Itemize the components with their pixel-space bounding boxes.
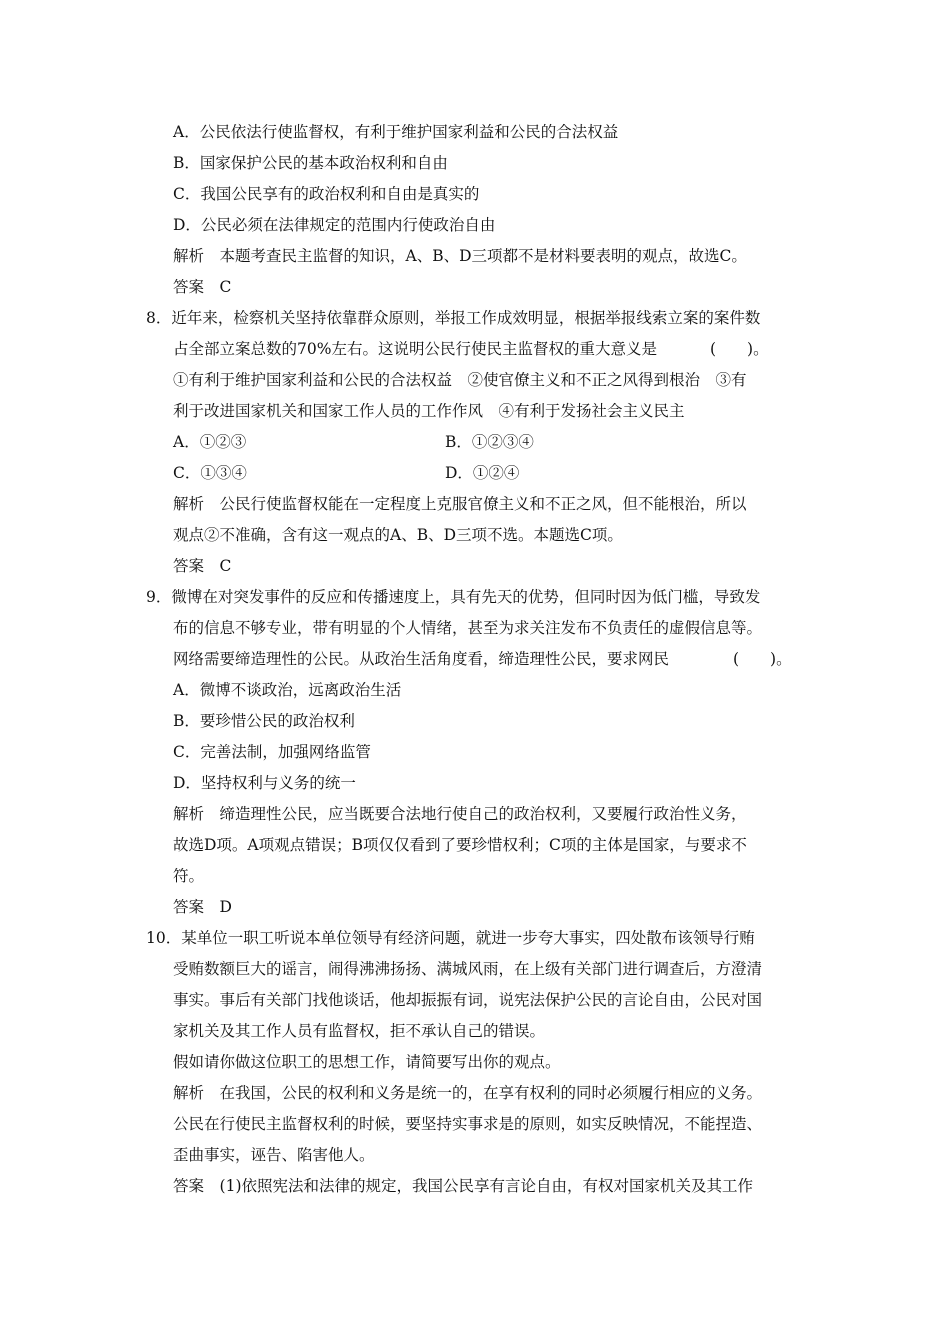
q9-stem-line-2: 布的信息不够专业，带有明显的个人情绪，甚至为求关注发布不负责任的虚假信息等。	[173, 619, 763, 637]
q9-answer-blank: ( )。	[733, 650, 792, 668]
q9-answer	[173, 897, 232, 917]
q10-stem-line-1: 10．某单位一职工听说本单位领导有经济问题，就进一步夸大事实，四处散布该领导行贿	[146, 929, 755, 947]
q9-option-a: A．微博不谈政治，远离政治生活	[173, 681, 402, 699]
q9-analysis	[173, 804, 747, 824]
q10-analysis-line-2: 公民在行使民主监督权利的时候，要坚持实事求是的原则，如实反映情况，不能捏造、	[173, 1115, 763, 1133]
q8-option-c: C．①③④	[173, 464, 247, 482]
answer-label: 答案	[173, 1177, 205, 1195]
q10-answer	[173, 1176, 753, 1196]
q9-option-d: D．坚持权利与义务的统一	[173, 774, 356, 792]
q8-stem-line-4: 利于改进国家机关和国家工作人员的工作作风 ④有利于发扬社会主义民主	[173, 402, 685, 420]
q8-stem-line-3: ①有利于维护国家利益和公民的合法权益 ②使官僚主义和不正之风得到根治 ③有	[173, 371, 747, 389]
q8-option-d: D．①②④	[445, 464, 520, 482]
answer-value: C	[219, 278, 232, 296]
q8-option-a: A．①②③	[173, 433, 247, 451]
q9-stem-line-1: 9．微博在对突发事件的反应和传播速度上，具有先天的优势，但同时因为低门槛，导致发	[146, 588, 761, 606]
q10-stem-line-3: 事实。事后有关部门找他谈话，他却振振有词，说宪法保护公民的言论自由，公民对国	[173, 991, 763, 1009]
q7-answer	[173, 277, 231, 297]
analysis-text: 本题考查民主监督的知识，A、B、D三项都不是材料要表明的观点，故选C。	[219, 247, 747, 265]
q8-option-b: B．①②③④	[445, 433, 534, 451]
answer-label: 答案	[173, 898, 205, 916]
analysis-label: 解析	[173, 247, 205, 265]
q10-stem-line-4: 家机关及其工作人员有监督权，拒不承认自己的错误。	[173, 1022, 546, 1040]
q7-option-a: A．公民依法行使监督权，有利于维护国家利益和公民的合法权益	[173, 123, 619, 141]
answer-text: (1)依照宪法和法律的规定，我国公民享有言论自由，有权对国家机关及其工作	[219, 1177, 753, 1195]
q9-analysis-line-2: 故选D项。A项观点错误；B项仅仅看到了要珍惜权利；C项的主体是国家，与要求不	[173, 836, 747, 854]
answer-value: C	[219, 557, 232, 575]
answer-label: 答案	[173, 278, 205, 296]
q10-analysis-line-3: 歪曲事实，诬告、陷害他人。	[173, 1146, 375, 1164]
analysis-text: 在我国，公民的权利和义务是统一的，在享有权利的同时必须履行相应的义务。	[219, 1084, 763, 1102]
q7-option-d: D．公民必须在法律规定的范围内行使政治自由	[173, 216, 496, 234]
analysis-label: 解析	[173, 1084, 205, 1102]
q10-stem-line-2: 受贿数额巨大的谣言，闹得沸沸扬扬、满城风雨，在上级有关部门进行调查后，方澄清	[173, 960, 763, 978]
q9-option-c: C．完善法制，加强网络监管	[173, 743, 371, 761]
q9-analysis-line-3: 符。	[173, 867, 205, 885]
analysis-label: 解析	[173, 805, 205, 823]
q8-answer	[173, 556, 231, 576]
q7-option-c: C．我国公民享有的政治权利和自由是真实的	[173, 185, 480, 203]
answer-label: 答案	[173, 557, 205, 575]
q9-option-b: B．要珍惜公民的政治权利	[173, 712, 355, 730]
q9-stem-line-3: 网络需要缔造理性的公民。从政治生活角度看，缔造理性公民，要求网民	[173, 650, 670, 668]
analysis-text: 公民行使监督权能在一定程度上克服官僚主义和不正之风，但不能根治，所以	[219, 495, 747, 513]
q10-analysis	[173, 1083, 762, 1103]
q8-stem-line-2: 占全部立案总数的70%左右。这说明公民行使民主监督权的重大意义是	[173, 340, 657, 358]
q7-analysis	[173, 246, 747, 266]
analysis-label: 解析	[173, 495, 205, 513]
q8-analysis-line-2: 观点②不准确，含有这一观点的A、B、D三项不选。本题选C项。	[173, 526, 623, 544]
answer-value: D	[219, 898, 232, 916]
q8-analysis	[173, 494, 747, 514]
q10-question: 假如请你做这位职工的思想工作，请简要写出你的观点。	[173, 1053, 561, 1071]
analysis-text: 缔造理性公民，应当既要合法地行使自己的政治权利，又要履行政治性义务，	[219, 805, 747, 823]
q7-option-b: B．国家保护公民的基本政治权利和自由	[173, 154, 448, 172]
q8-stem-line-1: 8．近年来，检察机关坚持依靠群众原则，举报工作成效明显，根据举报线索立案的案件数	[146, 309, 761, 327]
q8-answer-blank: ( )。	[710, 340, 769, 358]
